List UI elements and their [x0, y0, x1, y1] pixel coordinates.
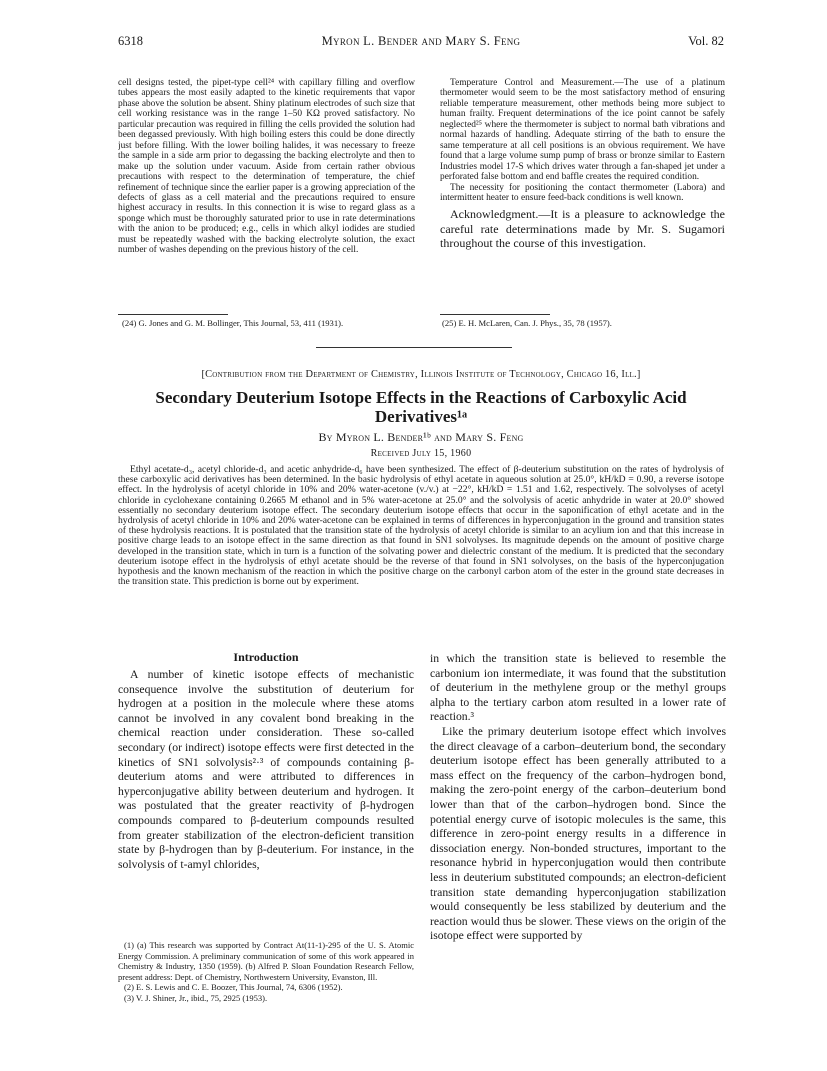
introduction-paragraph: Like the primary deuterium isotope effect which involves the direct cleavage of a carbon–deuterium bond, the secondary deuterium isotope effect has been generally attributed to a mass effect on the frequency of the carbon–hydrogen bond, making the zero-point energy of the carbon–deuterium bond lower than that of the carbon–hydrogen bond. Since the potential energy curve of isotopic molecules is the same, this difference in zero-point energy results in a difference in dissociation energy. Non-bonded structures, important to the resonance hybrid in hyperconjugation would then contribute less in deuterium substituted compounds; an electron-deficient transition state demanding hyperconjugation stabilization would consequently be less stabilized by deuterium and the reaction would thus be slower. These views on the origin of the isotope effect were supported by	[430, 724, 726, 943]
footnote-3: (3) V. J. Shiner, Jr., ibid., 75, 2925 (1953).	[124, 992, 268, 1003]
section-heading: Introduction	[233, 650, 299, 664]
footnote-2: (2) E. S. Lewis and C. E. Boozer, This Journal, 74, 6306 (1952).	[124, 982, 343, 992]
article-title: Secondary Deuterium Isotope Effects in the Reactions of Carboxylic Acid Derivatives¹ᵃ	[155, 388, 687, 426]
footnotes	[118, 940, 414, 1003]
footnote-rule	[118, 314, 228, 315]
received-date: Received July 15, 1960	[370, 448, 472, 459]
introduction-right-column	[430, 652, 726, 1062]
previous-article-left-column	[118, 78, 415, 310]
footnote-24: (24) G. Jones and G. M. Bollinger, This Journal, 53, 411 (1931).	[122, 318, 344, 328]
footnote-25: (25) E. H. McLaren, Can. J. Phys., 35, 78 (1957).	[442, 318, 612, 328]
article-divider	[316, 347, 512, 348]
previous-article-right-column	[440, 78, 725, 318]
running-header	[118, 34, 724, 50]
introduction-paragraph-continued: in which the transition state is believed to resemble the carbonium ion intermediate, it was found that the substitution of deuterium in the methylene group or the methyl groups alpha to the tertiary carbon atom resulted in a lower rate of reaction.³	[430, 652, 726, 724]
page-number: 6318	[118, 34, 143, 48]
previous-article-text: cell designs tested, the pipet-type cell²⁴ with capillary filling and overflow tubes appears the most easily adapted to the kinetic requirements that vapor phase above the solution be absent. Shiny platinum electrodes of such size that cell working resistance was in the range 1–50 KΩ proved satisfactory. No particular precaution was required in filling the cells provided the solution had been degassed previously. With high boiling esters this could be done directly just before filling. With the lower boiling halides, it was necessary to freeze the sample in a side arm prior to degassing the backing electrolyte and then to make up the solution under vacuum. Aside from certain rather obvious precautions with respect to the determination of temperature, the chief refinement of technique since the earlier paper is a growing appreciation of the defects of glass as a cell material and the precautions required to ensure highest accuracy in results. In this connection it is wise to regard glass as a sponge which must be thoroughly saturated prior to use in rate determinations with the anion to be produced; e.g., cells in which alkyl iodides are studied must be repeatedly washed with the backing electrolyte solution, the exact number of washes depending on the previous history of the cell.	[118, 78, 415, 256]
introduction-left-text: A number of kinetic isotope effects of mechanistic consequence involve the substitution of deuterium for hydrogen at a position in the molecule where these atoms cannot be involved in any covalent bond breaking in the chemical reaction under consideration. These so-called secondary (or indirect) isotope effects were first detected in the kinetics of SN1 solvolysis²·³ of compounds containing β-deuterium atoms and were attributed to differences in hyperconjugative ability between deuterium and hydrogen. It was postulated that the greater reactivity of β-hydrogen compounds compared to β-deuterium compounds resulted from greater stabilization of the electron-deficient transition state by β-hydrogen than by β-deuterium. For instance, in the solvolysis of t-amyl chlorides,	[118, 668, 414, 871]
abstract: Ethyl acetate-d₃, acetyl chloride-d₃ and acetic anhydride-d₆ have been synthesized. The effect of β-deuterium substitution on the rates of hydrolysis of these carboxylic acid derivatives has been determined. In the basic hydrolysis of ethyl acetate in aqueous solution at 25.0°, kH/kD = 0.90, a reverse isotope effect. In the hydrolysis of acetyl chloride in 10% and 20% water-acetone (v./v.) at −22°, kH/kD = 1.51 and 1.62, respectively. The solvolyses of acetyl chloride in cyclohexane containing 0.2665 M ethanol and in 5% water-acetone at 25.0° and the solvolysis of acetic anhydride in water at 20.0° showed essentially no secondary deuterium isotope effect. The secondary deuterium isotope effects that occur in the saponification of ethyl acetate and in the hydrolysis of acetyl chloride in 10% and 20% water-acetone can be explained in terms of differences in hyperconjugation in the ground and transition states of these hydrolysis reactions. It is postulated that the transition state of the hydrolysis of acetyl chloride is similar to an acylium ion and that this increase in positive charge leads to an isotope effect in the same direction as that found in SN1 solvolyses. Its magnitude depends on the amount of positive charge developed in the transition state, which in turn is a function of the solvating power and dielectric constant of the medium. It is predicted that the secondary deuterium isotope effect in the hydrolysis of ethyl acetate should be the reverse of that found in SN1 solvolyses, on the basis of the hyperconjugation hypothesis and the known mechanism of the reaction in which the positive charge on the carbonyl carbon atom of the ester in the ground state decreases in the transition state. This prediction is borne out by experiment.	[118, 465, 724, 588]
acknowledgment: Acknowledgment.—It is a pleasure to acknowledge the careful rate determinations made by Mr. S. Sugamori throughout the course of this investigation.	[440, 207, 725, 250]
footnote-1: (1) (a) This research was supported by Contract At(11-1)-295 of the U. S. Atomic Energy Commission. A preliminary communication of some of this work appeared in Chemistry & Industry, 1350 (1959). (b) Alfred P. Sloan Foundation Research Fellow, present address: Dept. of Chemistry, Northwestern University, Evanston, Ill.	[118, 940, 414, 982]
thermometer-paragraph: The necessity for positioning the contact thermometer (Labora) and intermittent heater to ensure feed-back conditions is well known.	[440, 182, 725, 203]
author-line: By Myron L. Bender¹ᵇ and Mary S. Feng	[318, 430, 524, 444]
footnote-rule	[440, 314, 550, 315]
temperature-paragraph: Temperature Control and Measurement.—The use of a platinum thermometer would seem to be the most satisfactory method of ensuring reliable temperature measurement, other methods being more subject to human frailty. Frequent determinations of the ice point cannot be safely neglected²⁵ where the thermometer is subject to normal bath vibrations and normal hazards of handling. Adequate stirring of the bath to ensure the same temperature at all cell positions is an obvious requirement. We have found that a large volume sump pump of brass or bronze similar to Eastern Industries model 17-S which drives water through a fan-shaped jet under a perforated false bottom and end baffle creates the required condition.	[440, 78, 725, 183]
contribution-line: [Contribution from the Department of Chemistry, Illinois Institute of Technology, Chicago 16, Ill.]	[201, 369, 641, 380]
running-title: Myron L. Bender and Mary S. Feng	[321, 34, 521, 48]
volume-label: Vol. 82	[688, 34, 724, 48]
